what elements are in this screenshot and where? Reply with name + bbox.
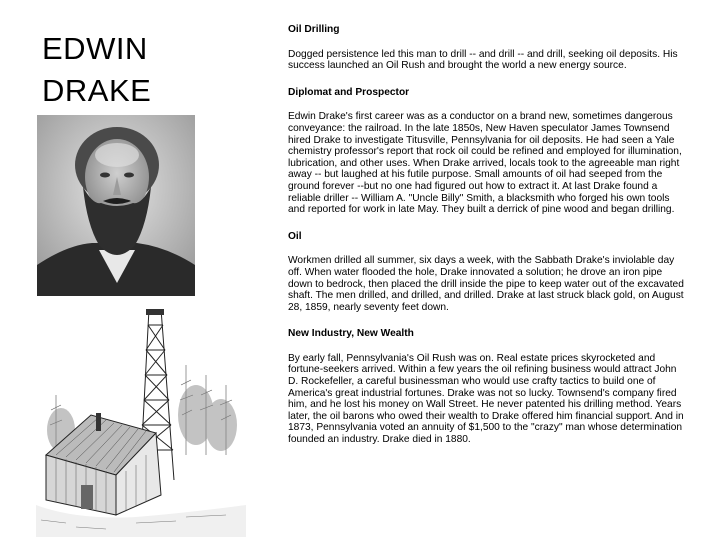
title-line-1: EDWIN [42,31,148,66]
section-heading: New Industry, New Wealth [288,328,414,340]
section-oil-drilling [288,24,686,72]
derrick-illustration [36,305,246,537]
portrait-image [37,115,195,296]
section-body: Edwin Drake's first career was as a conductor on a brand new, sometimes dangerous conveyance: the railroad. In the late 1850s, New Haven speculator James Townsend hired Drake to investigate Titusville, Pennsylvania for oil deposits. He had seen a Yale chemistry professor's report that rock oil could be refined and employed for illumination, lubrication, and other uses. When Drake arrived, locals took to the agreeable man right away -- but laughed at his futile purpose. Small amounts of oil had seeped from the ground forever --but no one had figured out how to extract it. At last Drake found a reliable driller -- William A. "Uncle Billy" Smith, a blacksmith who forged his own tools and reported for work in late May. They built a derrick of pine wood and began drilling. [288,111,682,216]
section-diplomat-and-prospector [288,87,686,216]
title-line-2: DRAKE [42,73,152,108]
section-body: Dogged persistence led this man to drill -- and drill -- and drill, seeking oil deposits. His success launched an Oil Rush and brought the world a new energy source. [288,48,678,72]
section-new-industry [288,328,686,445]
page-title [42,28,212,112]
section-body: Workmen drilled all summer, six days a week, with the Sabbath Drake's inviolable day off. When water flooded the hole, Drake innovated a solution; he drove an iron pipe down to bedrock, then placed the drill inside the pipe to keep water out of the excavated shaft. The men drilled, and drilled, and drilled. Drake at last struck black gold, on August 28, 1859, nearly seventy feet down. [288,255,684,313]
article-text [288,24,686,461]
section-heading: Oil [288,230,302,242]
section-heading: Diplomat and Prospector [288,86,410,98]
section-heading: Oil Drilling [288,24,340,35]
section-body: By early fall, Pennsylvania's Oil Rush was on. Real estate prices skyrocketed and fortune-seekers arrived. Within a few years the oil refining business would attract John D. Rockefeller, a careful businessman who would use crafty tactics to build one of America's great industrial fortunes. Drake was not so lucky. Townsend's company fired him, and he lost his money on Wall Street. He never patented his drilling method. Years later, the oil barons who owed their wealth to Drake offered him financial support. And in 1873, Pennsylvania voted an annuity of $1,500 to the "crazy" man whose determination founded an industry. Drake died in 1880. [288,352,684,446]
section-oil [288,231,686,314]
